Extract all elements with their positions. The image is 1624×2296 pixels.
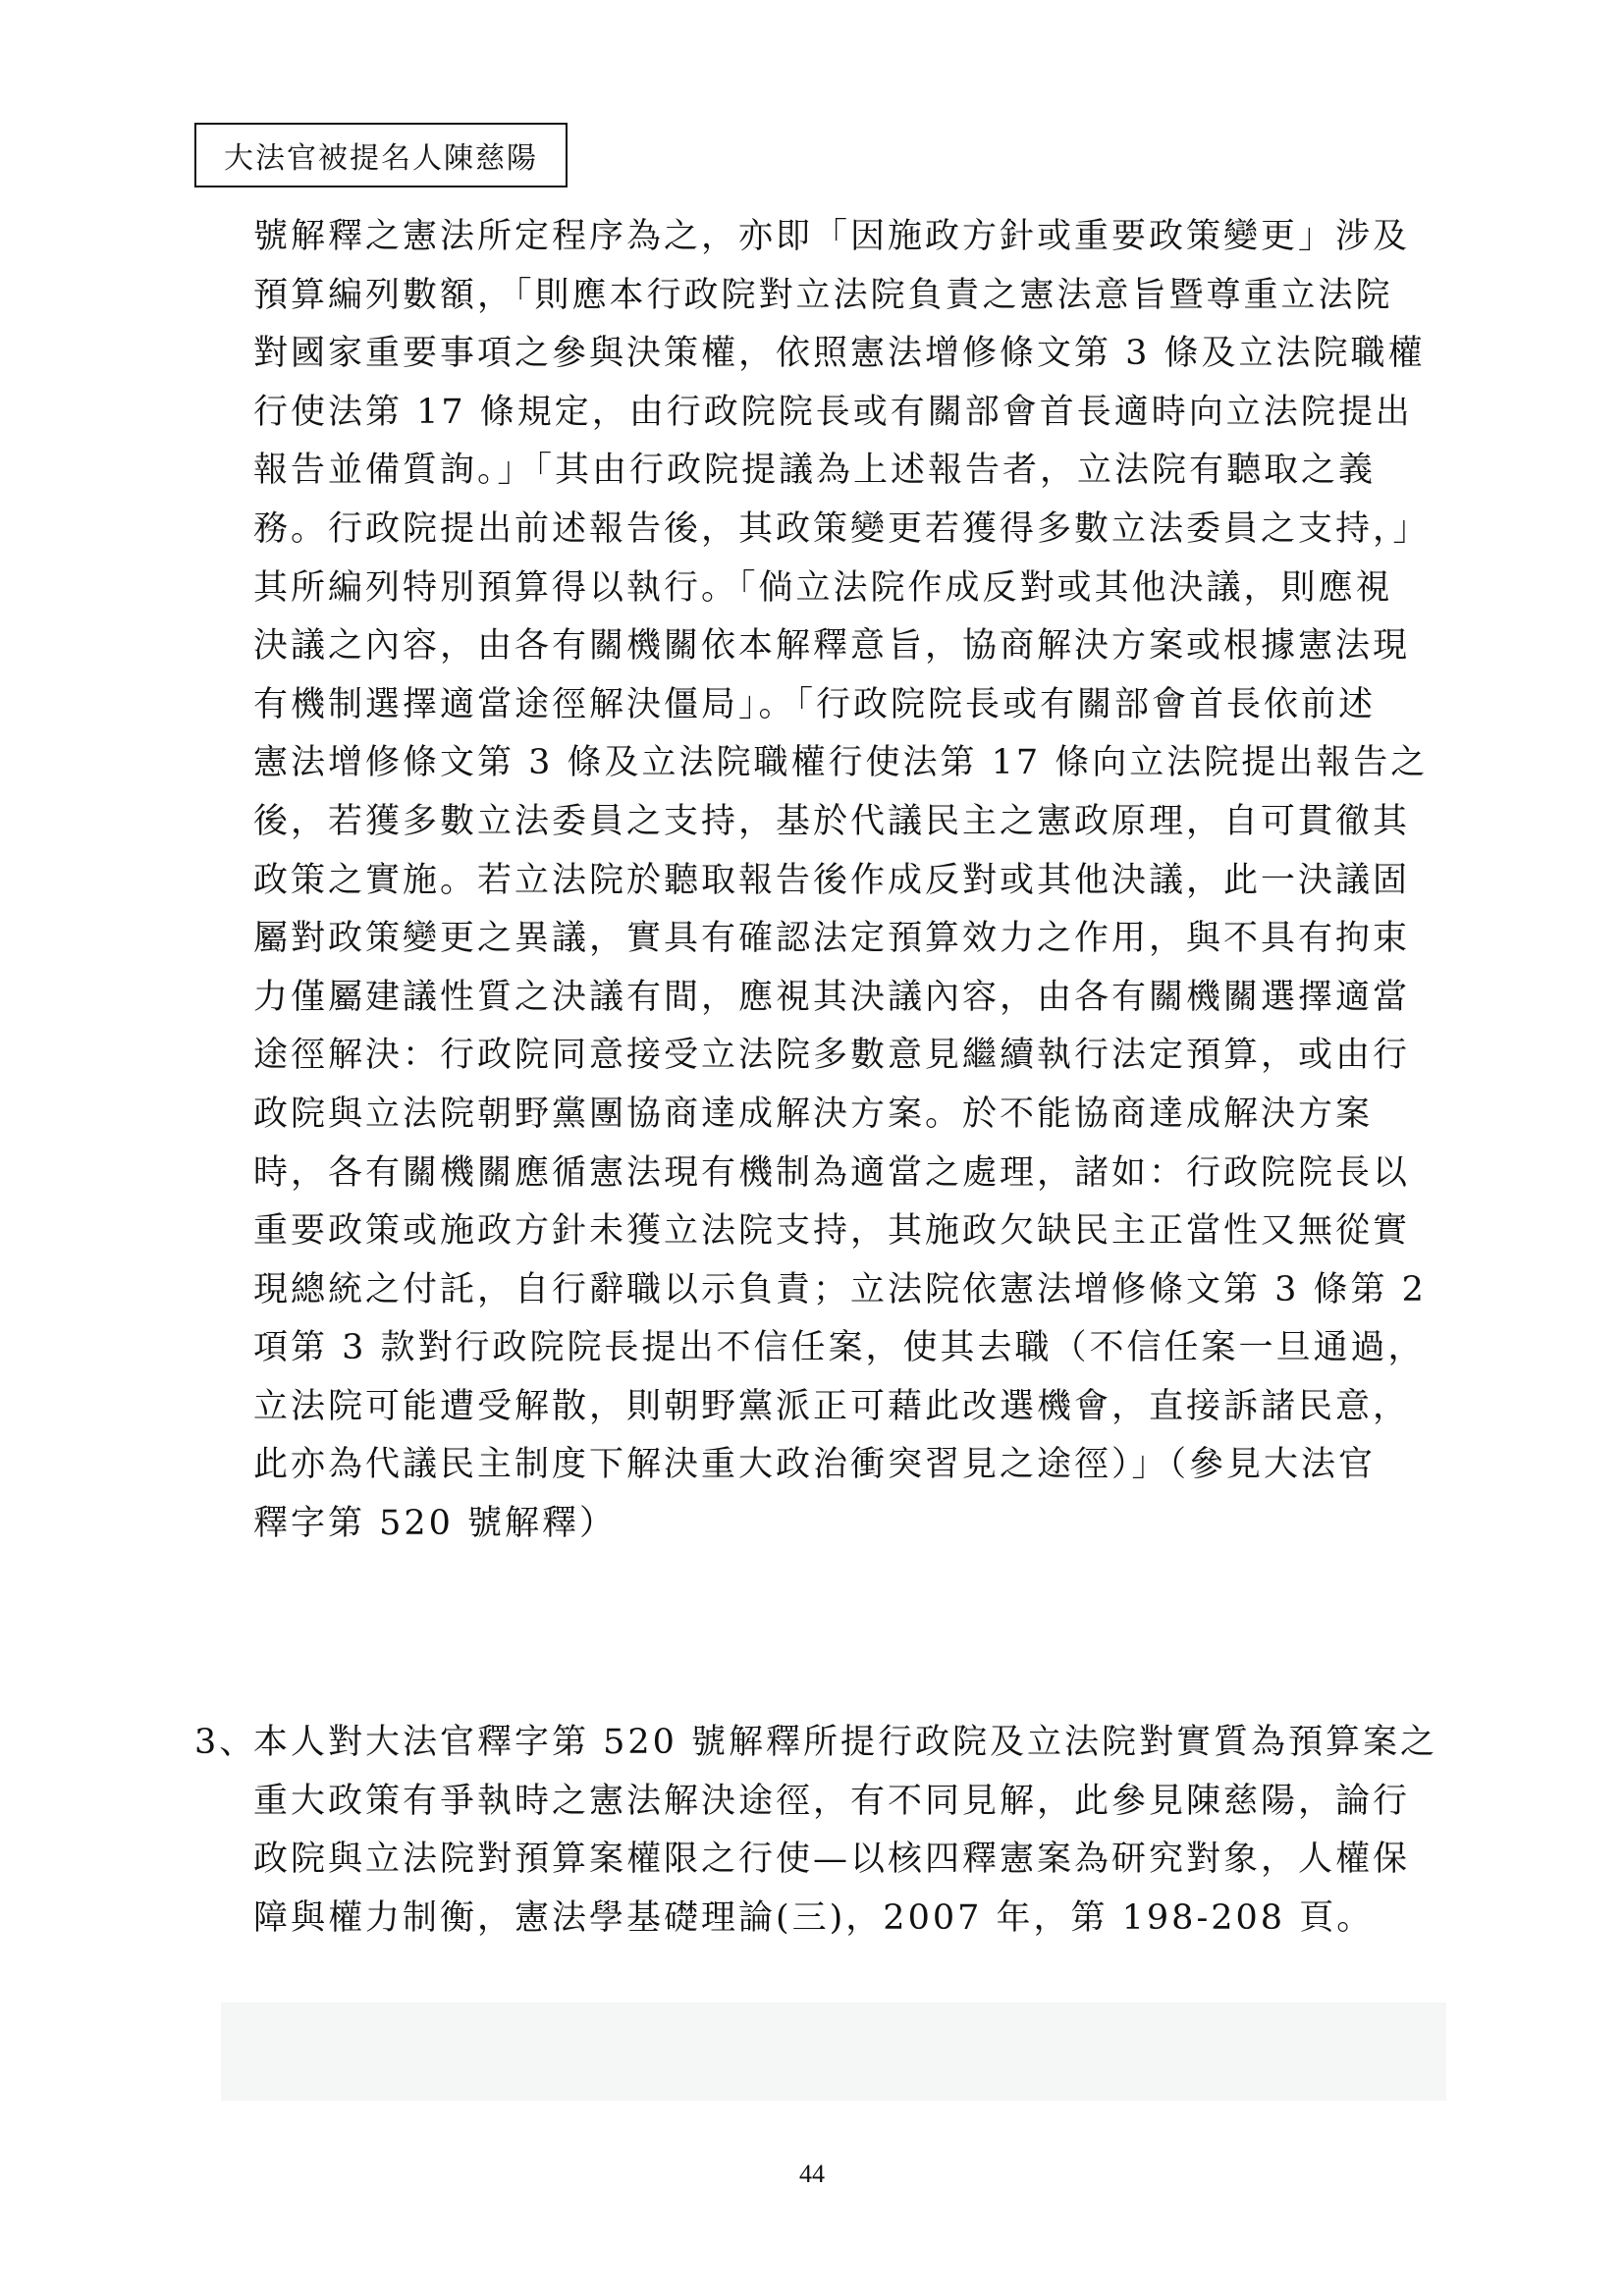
text-line: 憲法增修條文第 3 條及立法院職權行使法第 17 條向立法院提出報告之 — [253, 743, 1429, 783]
text-line: 決議之內容，由各有關機關依本解釋意旨，協商解決方案或根據憲法現 — [253, 626, 1411, 667]
text-line: 號解釋之憲法所定程序為之，亦即「因施政方針或重要政策變更」涉及 — [253, 217, 1411, 256]
text-line: 其所編列特別預算得以執行。「倘立法院作成反對或其他決議，則應視 — [253, 567, 1393, 608]
text-line: 本人對大法官釋字第 520 號解釋所提行政院及立法院對實質為預算案之 — [253, 1723, 1438, 1762]
text-line: 現總統之付託，自行辭職以示負責；立法院依憲法增修條文第 3 條第 2 — [253, 1269, 1427, 1309]
text-line: 重要政策或施政方針未獲立法院支持，其施政欠缺民主正當性又無從實 — [253, 1211, 1411, 1252]
text-line: 對國家重要事項之參與決策權，依照憲法增修條文第 3 條及立法院職權 — [253, 334, 1426, 374]
text-line: 障與權力制衡，憲法學基礎理論(三)，2007 年，第 198-208 頁。 — [253, 1897, 1375, 1938]
list-item-paragraph — [253, 1714, 1436, 1948]
text-line: 後，若獲多數立法委員之支持，基於代議民主之憲政原理，自可貫徹其 — [253, 801, 1411, 841]
nominee-label: 大法官被提名人陳慈陽 — [224, 141, 538, 176]
page-number: 44 — [799, 2160, 825, 2188]
text-line: 釋字第 520 號解釋） — [253, 1504, 618, 1544]
text-line: 屬對政策變更之異議，實具有確認法定預算效力之作用，與不具有拘束 — [253, 919, 1411, 959]
document-header-box — [194, 123, 568, 187]
text-line: 項第 3 款對行政院院長提出不信任案，使其去職（不信任案一旦通過， — [253, 1328, 1426, 1368]
continued-paragraph — [253, 208, 1436, 1554]
text-line: 政院與立法院對預算案權限之行使—以核四釋憲案為研究對象，人權保 — [253, 1840, 1411, 1880]
text-line: 預算編列數額，「則應本行政院對立法院負責之憲法意旨暨尊重立法院 — [253, 275, 1393, 315]
text-line: 時，各有關機關應循憲法現有機制為適當之處理，諸如：行政院院長以 — [253, 1152, 1411, 1193]
text-line: 行使法第 17 條規定，由行政院院長或有關部會首長適時向立法院提出 — [253, 392, 1413, 432]
text-line: 政院與立法院朝野黨團協商達成解決方案。於不能協商達成解決方案 — [253, 1094, 1374, 1134]
text-line: 重大政策有爭執時之憲法解決途徑，有不同見解，此參見陳慈陽，論行 — [253, 1781, 1411, 1821]
text-line: 此亦為代議民主制度下解決重大政治衝突習見之途徑）」（參見大法官 — [253, 1445, 1377, 1485]
text-line: 有機制選擇適當途徑解決僵局」。「行政院院長或有關部會首長依前述 — [253, 684, 1377, 724]
text-line: 務。行政院提出前述報告後，其政策變更若獲得多數立法委員之支持，」 — [253, 508, 1431, 549]
shaded-blank-area — [221, 2002, 1446, 2101]
text-line: 力僅屬建議性質之決議有間，應視其決議內容，由各有關機關選擇適當 — [253, 977, 1411, 1017]
text-line: 立法院可能遭受解散，則朝野黨派正可藉此改選機會，直接訴諸民意， — [253, 1386, 1411, 1426]
text-line: 報告並備質詢。」「其由行政院提議為上述報告者，立法院有聽取之義 — [253, 451, 1377, 491]
text-line: 途徑解決：行政院同意接受立法院多數意見繼續執行法定預算，或由行 — [253, 1036, 1411, 1076]
text-line: 政策之實施。若立法院於聽取報告後作成反對或其他決議，此一決議固 — [253, 860, 1411, 900]
list-item-number: 3、 — [194, 1723, 257, 1762]
